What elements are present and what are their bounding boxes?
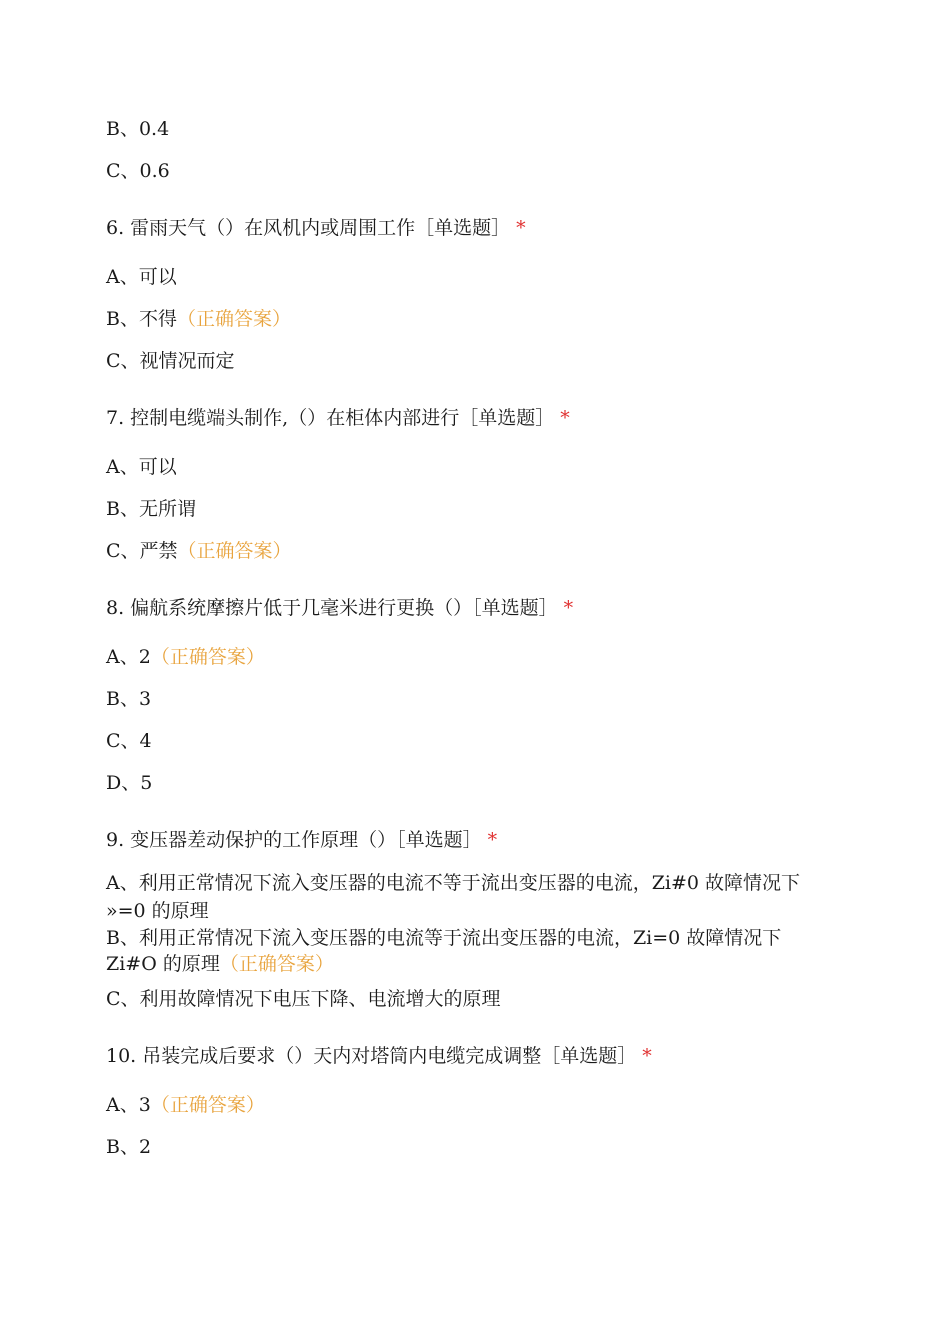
option-text: B、无所谓 [106, 498, 196, 520]
q7-option-c [106, 538, 292, 564]
q8-option-a [106, 644, 265, 670]
option-text: C、4 [106, 730, 152, 752]
q8-option-d [106, 770, 152, 796]
option-text: D、5 [106, 772, 153, 794]
option-b [106, 116, 169, 142]
q10-option-a [106, 1092, 265, 1118]
q9-option-b-line1 [106, 925, 781, 951]
q9-option-a-line1 [106, 870, 800, 896]
question-6 [106, 215, 526, 241]
q6-option-c [106, 348, 235, 374]
option-text: B、2 [106, 1136, 152, 1158]
option-text: A、可以 [106, 456, 177, 478]
option-text: B、3 [106, 688, 152, 710]
option-text: A、2 [106, 646, 151, 668]
question-text: 9. 变压器差动保护的工作原理（）［单选题］ [106, 829, 482, 851]
correct-answer-tag: （正确答案） [150, 646, 265, 668]
option-text: C、严禁 [106, 540, 178, 562]
option-text: C、视情况而定 [106, 350, 235, 372]
required-star: * [560, 407, 570, 429]
q10-option-b [106, 1134, 151, 1160]
option-text: A、可以 [106, 266, 177, 288]
required-star: * [487, 829, 498, 851]
question-text: 8. 偏航系统摩擦片低于几毫米进行更换（）［单选题］ [106, 597, 558, 619]
option-text: B、0.4 [106, 118, 170, 140]
required-star: * [642, 1045, 652, 1067]
q6-option-b [106, 306, 291, 332]
question-8 [106, 595, 573, 621]
q6-option-a [106, 264, 177, 290]
q7-option-a [106, 454, 177, 480]
option-text: B、利用正常情况下流入变压器的电流等于流出变压器的电流，Zi=0 故障情况下 [106, 927, 782, 949]
correct-answer-tag: （正确答案） [219, 953, 334, 975]
option-text: B、不得 [106, 308, 177, 330]
q7-option-b [106, 496, 196, 522]
question-text: 6. 雷雨天气（）在风机内或周围工作［单选题］ [106, 217, 511, 239]
q8-option-b [106, 686, 151, 712]
option-text: A、利用正常情况下流入变压器的电流不等于流出变压器的电流，Zi#0 故障情况下 [106, 872, 801, 894]
option-text: »=0 的原理 [106, 900, 209, 922]
q9-option-a-line2 [106, 898, 209, 924]
correct-answer-tag: （正确答案） [177, 540, 292, 562]
option-c [106, 158, 170, 184]
correct-answer-tag: （正确答案） [150, 1094, 265, 1116]
question-9 [106, 827, 497, 853]
question-10 [106, 1043, 652, 1069]
required-star: * [563, 597, 574, 619]
question-text: 7. 控制电缆端头制作,（）在柜体内部进行［单选题］ [106, 407, 555, 429]
q9-option-b-line2 [106, 951, 334, 977]
option-text: A、3 [106, 1094, 151, 1116]
option-text: Zi#O 的原理 [106, 953, 220, 975]
option-text: C、0.6 [106, 160, 170, 182]
question-text: 10. 吊装完成后要求（）天内对塔筒内电缆完成调整［单选题］ [106, 1045, 637, 1067]
correct-answer-tag: （正确答案） [176, 308, 291, 330]
required-star: * [516, 217, 526, 239]
q8-option-c [106, 728, 152, 754]
option-text: C、利用故障情况下电压下降、电流增大的原理 [106, 988, 501, 1010]
question-7 [106, 405, 570, 431]
q9-option-c [106, 986, 501, 1012]
